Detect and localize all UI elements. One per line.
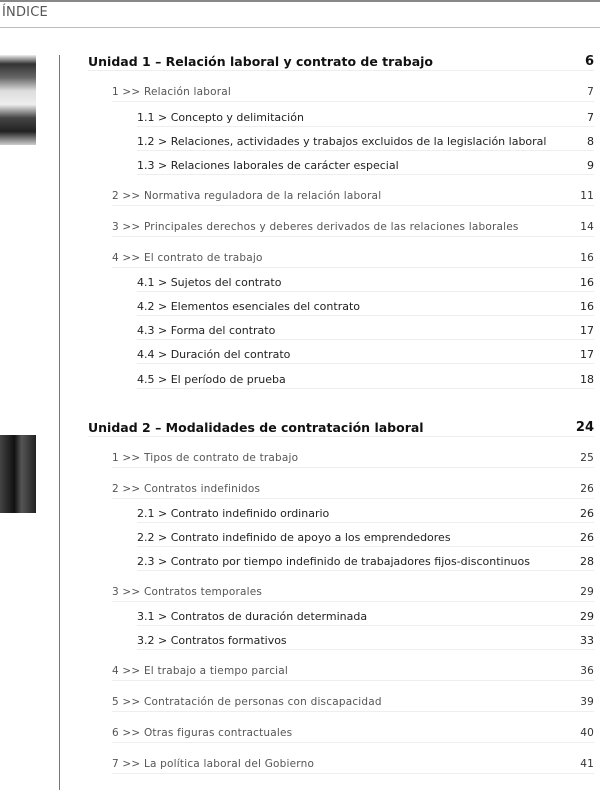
toc-page-number: 17 bbox=[580, 323, 594, 337]
header-divider bbox=[0, 27, 600, 28]
toc-page-number: 8 bbox=[587, 134, 594, 148]
toc-page-number: 24 bbox=[575, 419, 594, 435]
toc-subsection-entry[interactable] bbox=[137, 297, 594, 316]
toc-subsection-entry[interactable] bbox=[137, 132, 594, 151]
toc-entry-title: 1.2 > Relaciones, actividades y trabajos excluidos de la legislación laboral bbox=[137, 134, 547, 148]
toc-page-number: 7 bbox=[587, 86, 594, 98]
toc-entry-title: 3.1 > Contratos de duración determinada bbox=[137, 609, 368, 623]
toc-unit-entry[interactable] bbox=[88, 52, 594, 71]
toc-subsection-entry[interactable] bbox=[137, 631, 594, 650]
toc-unit-entry[interactable] bbox=[88, 418, 594, 437]
toc-page-number: 16 bbox=[580, 252, 594, 264]
toc-page-number: 33 bbox=[580, 633, 594, 647]
toc-entry-title: 3 >> Contratos temporales bbox=[112, 586, 263, 598]
toc-entry-title: 2 >> Contratos indefinidos bbox=[112, 483, 261, 495]
toc-entry-title: Unidad 1 – Relación laboral y contrato de trabajo bbox=[88, 53, 434, 69]
toc-entry-title: 3 >> Principales derechos y deberes derivados de las relaciones laborales bbox=[112, 221, 519, 233]
unit-1-photo bbox=[0, 55, 36, 145]
toc-subsection-entry[interactable] bbox=[137, 273, 594, 292]
toc-entry-title: 1.3 > Relaciones laborales de carácter especial bbox=[137, 158, 399, 172]
toc-entry-title: 2.3 > Contrato por tiempo indefinido de trabajadores fijos-discontinuos bbox=[137, 554, 530, 568]
toc-entry-title: 1 >> Relación laboral bbox=[112, 86, 232, 98]
toc-section-entry[interactable] bbox=[112, 583, 594, 602]
toc-entry-title: 4.4 > Duración del contrato bbox=[137, 347, 291, 361]
toc-subsection-entry[interactable] bbox=[137, 528, 594, 547]
top-rule bbox=[0, 0, 600, 2]
toc-page-number: 16 bbox=[580, 299, 594, 313]
toc-entry-title: 6 >> Otras figuras contractuales bbox=[112, 727, 293, 739]
toc-entry-title: 2 >> Normativa reguladora de la relación laboral bbox=[112, 190, 382, 202]
toc-entry-title: 7 >> La política laboral del Gobierno bbox=[112, 758, 315, 770]
toc-section-entry[interactable] bbox=[112, 218, 594, 237]
toc-entry-title: 1.1 > Concepto y delimitación bbox=[137, 110, 304, 124]
unit-2-photo bbox=[0, 435, 36, 513]
toc-subsection-entry[interactable] bbox=[137, 321, 594, 340]
toc-section-entry[interactable] bbox=[112, 480, 594, 499]
toc-page-number: 16 bbox=[580, 275, 594, 289]
toc-page-number: 26 bbox=[580, 506, 594, 520]
toc-page-number: 18 bbox=[580, 372, 594, 386]
toc-subsection-entry[interactable] bbox=[137, 607, 594, 626]
toc-page-number: 6 bbox=[584, 53, 594, 69]
toc-entry-title: 3.2 > Contratos formativos bbox=[137, 633, 287, 647]
toc-page-number: 9 bbox=[587, 158, 594, 172]
toc-section-entry[interactable] bbox=[112, 187, 594, 206]
toc-section-entry[interactable] bbox=[112, 755, 594, 774]
toc-section-entry[interactable] bbox=[112, 662, 594, 681]
toc-subsection-entry[interactable] bbox=[137, 108, 594, 127]
toc-page-number: 14 bbox=[580, 221, 594, 233]
toc-entry-title: 4.1 > Sujetos del contrato bbox=[137, 275, 282, 289]
toc-page-number: 11 bbox=[580, 190, 594, 202]
toc-entry-title: 4 >> El trabajo a tiempo parcial bbox=[112, 665, 289, 677]
toc-entry-title: 4.3 > Forma del contrato bbox=[137, 323, 276, 337]
toc-entry-title: 5 >> Contratación de personas con discapacidad bbox=[112, 696, 382, 708]
toc-page-number: 7 bbox=[587, 110, 594, 124]
toc-entry-title: 2.1 > Contrato indefinido ordinario bbox=[137, 506, 330, 520]
toc-page-number: 29 bbox=[580, 609, 594, 623]
toc-section-entry[interactable] bbox=[112, 249, 594, 268]
toc-page-number: 39 bbox=[580, 696, 594, 708]
toc-entry-title: 2.2 > Contrato indefinido de apoyo a los emprendedores bbox=[137, 530, 451, 544]
toc-page-number: 28 bbox=[580, 554, 594, 568]
toc-section-entry[interactable] bbox=[112, 83, 594, 102]
toc-subsection-entry[interactable] bbox=[137, 345, 594, 364]
margin-rule bbox=[59, 55, 60, 790]
toc-entry-title: 1 >> Tipos de contrato de trabajo bbox=[112, 452, 299, 464]
toc-page-number: 29 bbox=[580, 586, 594, 598]
toc-page-number: 25 bbox=[580, 452, 594, 464]
toc-page-number: 26 bbox=[580, 530, 594, 544]
toc-subsection-entry[interactable] bbox=[137, 504, 594, 523]
toc-page-number: 17 bbox=[580, 347, 594, 361]
toc-section-entry[interactable] bbox=[112, 693, 594, 712]
toc-section-entry[interactable] bbox=[112, 449, 594, 468]
toc-page-number: 40 bbox=[580, 727, 594, 739]
toc-subsection-entry[interactable] bbox=[137, 552, 594, 571]
toc-page-number: 26 bbox=[580, 483, 594, 495]
toc-subsection-entry[interactable] bbox=[137, 156, 594, 175]
page-title: ÍNDICE bbox=[2, 5, 48, 20]
toc-entry-title: 4.5 > El período de prueba bbox=[137, 372, 286, 386]
toc-entry-title: 4 >> El contrato de trabajo bbox=[112, 252, 263, 264]
toc-subsection-entry[interactable] bbox=[137, 370, 594, 389]
toc-entry-title: 4.2 > Elementos esenciales del contrato bbox=[137, 299, 361, 313]
toc-entry-title: Unidad 2 – Modalidades de contratación laboral bbox=[88, 419, 424, 435]
toc-page-number: 36 bbox=[580, 665, 594, 677]
toc-section-entry[interactable] bbox=[112, 724, 594, 743]
toc-page-number: 41 bbox=[580, 758, 594, 770]
